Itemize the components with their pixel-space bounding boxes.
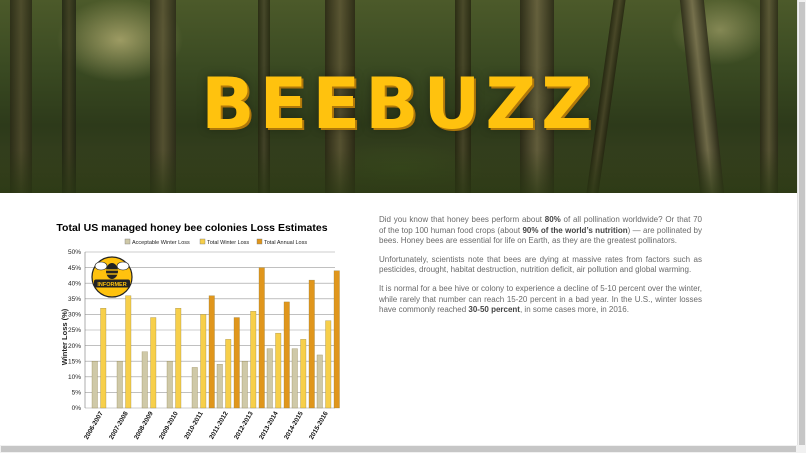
bar xyxy=(201,314,207,408)
forest-floor xyxy=(0,150,798,193)
x-tick-label: 2007-2008 xyxy=(108,410,130,441)
loss-chart xyxy=(52,215,352,445)
paragraph-text: of all pollination worldwide? Or that 70 of the top 100 human food crops (about xyxy=(379,215,702,235)
legend-swatch xyxy=(257,239,262,244)
bar xyxy=(309,280,315,408)
bar xyxy=(217,364,223,408)
bee-wing xyxy=(117,262,129,270)
article-paragraph xyxy=(379,255,702,276)
bee-wing xyxy=(95,262,107,270)
x-tick-label: 2015-2016 xyxy=(308,410,330,441)
x-tick-label: 2011-2012 xyxy=(208,410,230,441)
y-tick-label: 10% xyxy=(67,374,81,381)
legend-label: Acceptable Winter Loss xyxy=(132,240,190,246)
bar xyxy=(209,296,215,408)
y-tick-label: 0% xyxy=(71,405,81,413)
bee-icon xyxy=(106,263,118,279)
bar xyxy=(301,339,307,408)
bar xyxy=(226,339,232,408)
x-tick-label: 2014-2015 xyxy=(283,410,305,441)
bar xyxy=(267,349,273,408)
x-tick-label: 2010-2011 xyxy=(183,410,205,441)
x-tick-label: 2012-2013 xyxy=(233,410,255,441)
y-tick-label: 20% xyxy=(67,342,81,350)
site-title: BEEBUZZ xyxy=(201,63,597,145)
emphasis-text: 30-50 percent xyxy=(468,305,520,315)
x-tick-label: 2008-2009 xyxy=(133,410,155,441)
emphasis-text: 80% xyxy=(544,215,561,224)
legend-swatch xyxy=(200,239,205,244)
bar xyxy=(251,311,257,408)
legend-label: Total Annual Loss xyxy=(264,240,308,246)
bar xyxy=(176,308,182,408)
y-axis-label: Winter Loss (%) xyxy=(60,308,69,366)
bar xyxy=(167,361,173,408)
bar xyxy=(326,321,332,408)
legend-label: Total Winter Loss xyxy=(207,240,250,246)
bar xyxy=(242,361,248,408)
logo-text: INFORMER xyxy=(97,281,127,288)
chart-legend xyxy=(125,239,307,246)
paragraph-text: Unfortunately, scientists note that bees are dying at massive rates from factors such as pesticides, drought, habitat destruction, nutrition deficit, air pollution and global warming. xyxy=(379,254,702,275)
y-tick-label: 15% xyxy=(67,358,81,366)
legend-swatch xyxy=(125,239,130,244)
bar xyxy=(192,367,198,408)
vertical-scrollbar-thumb[interactable] xyxy=(799,2,805,445)
bar xyxy=(234,318,240,408)
article-paragraph xyxy=(379,284,702,316)
article-paragraph xyxy=(379,215,702,247)
horizontal-scrollbar[interactable] xyxy=(0,445,798,453)
paragraph-text: It is normal for a bee hive or colony to experience a decline of 5-10 percent over the winter, while rarely that number can reach 15-20 percent in a bad year. In the U.S., winter losses have commonly reached xyxy=(379,283,702,315)
emphasis-text: 90% of the world’s nutrition xyxy=(522,225,628,235)
y-axis-ticks xyxy=(68,249,81,412)
x-tick-label: 2006-2007 xyxy=(83,410,105,441)
y-tick-label: 5% xyxy=(71,389,81,397)
y-tick-label: 35% xyxy=(67,296,81,303)
bar xyxy=(284,302,290,408)
paragraph-text: Did you know that honey bees perform about xyxy=(379,215,545,224)
chart-bars xyxy=(92,268,340,408)
bar xyxy=(317,355,323,408)
bar xyxy=(126,296,132,408)
bar xyxy=(334,271,340,408)
y-tick-label: 30% xyxy=(67,311,81,319)
article-text xyxy=(379,215,702,324)
x-tick-label: 2013-2014 xyxy=(258,410,280,441)
y-tick-label: 45% xyxy=(67,264,81,272)
bar xyxy=(259,268,265,408)
x-tick-label: 2009-2010 xyxy=(158,410,180,441)
bar xyxy=(92,361,98,408)
chart-title: Total US managed honey bee colonies Loss Estimates xyxy=(56,222,328,234)
x-axis-ticks xyxy=(83,410,330,441)
vertical-scrollbar[interactable] xyxy=(797,0,806,453)
y-tick-label: 50% xyxy=(67,249,81,257)
informer-logo xyxy=(92,257,132,297)
bar xyxy=(142,352,148,408)
bar xyxy=(292,349,298,408)
y-tick-label: 25% xyxy=(67,327,81,335)
paragraph-text: , in some cases more, in 2016. xyxy=(519,305,629,315)
bar xyxy=(151,318,157,408)
y-tick-label: 40% xyxy=(67,280,81,288)
chart-svg xyxy=(52,215,352,445)
bar xyxy=(101,308,107,408)
bar xyxy=(117,361,123,408)
paragraph-text: ) — are pollinated by bees. Honey bees are essential for life on Earth, as they are the greatest pollinators. xyxy=(379,225,702,246)
horizontal-scrollbar-thumb[interactable] xyxy=(1,446,796,452)
bar xyxy=(276,333,282,408)
hero-banner xyxy=(0,0,798,193)
